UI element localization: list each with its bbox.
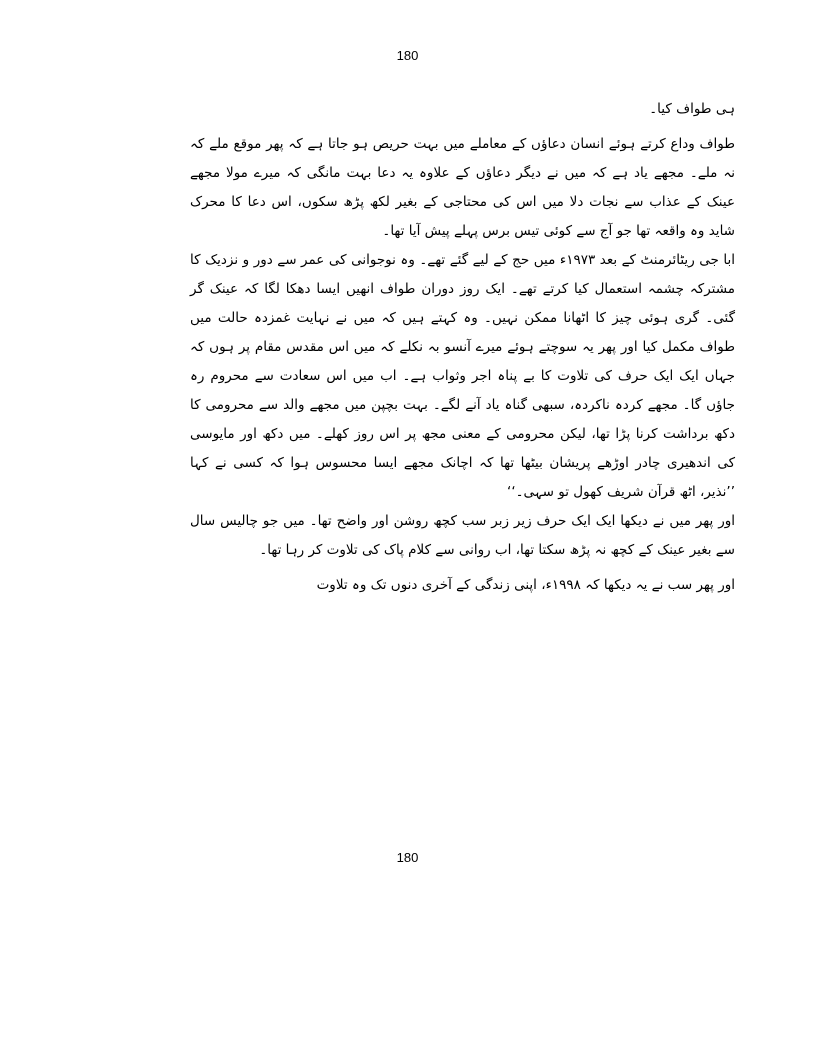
page-number-top: 180 <box>396 48 419 63</box>
paragraph-5: اور پھر سب نے یہ دیکھا کہ ۱۹۹۸ء، اپنی زندگی کے آخری دنوں تک وہ تلاوت <box>316 577 735 593</box>
paragraph-3: ابا جی ریٹائرمنٹ کے بعد ۱۹۷۳ء میں حج کے لیے گئے تھے۔ وہ نوجوانی کی عمر سے دور و نزدیک کا مشترکہ چشمہ استعمال کیا کرتے تھے۔ ایک روز دوران طواف انھیں ایسا دھکا لگا کہ عینک گر گئی۔ گری ہوئی چیز کا اٹھانا ممکن نہیں۔ وہ کہتے ہیں کہ میں نے نہایت غمزدہ حالت میں طواف مکمل کیا اور پھر یہ سوچتے ہوئے میرے آنسو بہ نکلے کہ میں اس مقدس مقام پر ہوں کہ جہاں ایک ایک حرف کی تلاوت کا بے پناہ اجر وثواب ہے۔ اب میں اس سعادت سے محروم رہ جاؤں گا۔ مجھے کردہ ناکردہ، سبھی گناہ یاد آنے لگے۔ بہت بچپن میں مجھے والد سے محرومی کا دکھ برداشت کرنا پڑا تھا، لیکن محرومی کے معنی مجھ پر اس روز کھلے۔ میں دکھ اور مایوسی کی اندھیری چادر اوڑھے پریشان بیٹھا تھا کہ اچانک مجھے ایسا محسوس ہوا کہ کسی نے کہا ’’نذیر، اٹھ قرآن شریف کھول تو سہی۔‘‘ <box>190 252 735 500</box>
paragraph-2: طواف وداع کرتے ہوئے انسان دعاؤں کے معاملے میں بہت حریص ہو جاتا ہے کہ پھر موقع ملے کہ نہ ملے۔ مجھے یاد ہے کہ میں نے دیگر دعاؤں کے علاوہ یہ دعا بہت مانگی کہ میرے مولا مجھے عینک کے عذاب سے نجات دلا میں اس کی محتاجی کے بغیر لکھ پڑھ سکوں، اس دعا کا محرک شاید وہ واقعہ تھا جو آج سے کوئی تیس برس پہلے پیش آیا تھا۔ <box>190 136 735 239</box>
page-number-bottom: 180 <box>396 850 419 865</box>
paragraph-1: ہی طواف کیا۔ <box>649 101 735 117</box>
paragraph-4: اور پھر میں نے دیکھا ایک ایک حرف زیر زبر سب کچھ روشن اور واضح تھا۔ میں جو چالیس سال سے بغیر عینک کے کچھ نہ پڑھ سکتا تھا، اب روانی سے کلام پاک کی تلاوت کر رہا تھا۔ <box>190 513 735 558</box>
page-body-text <box>190 95 735 600</box>
